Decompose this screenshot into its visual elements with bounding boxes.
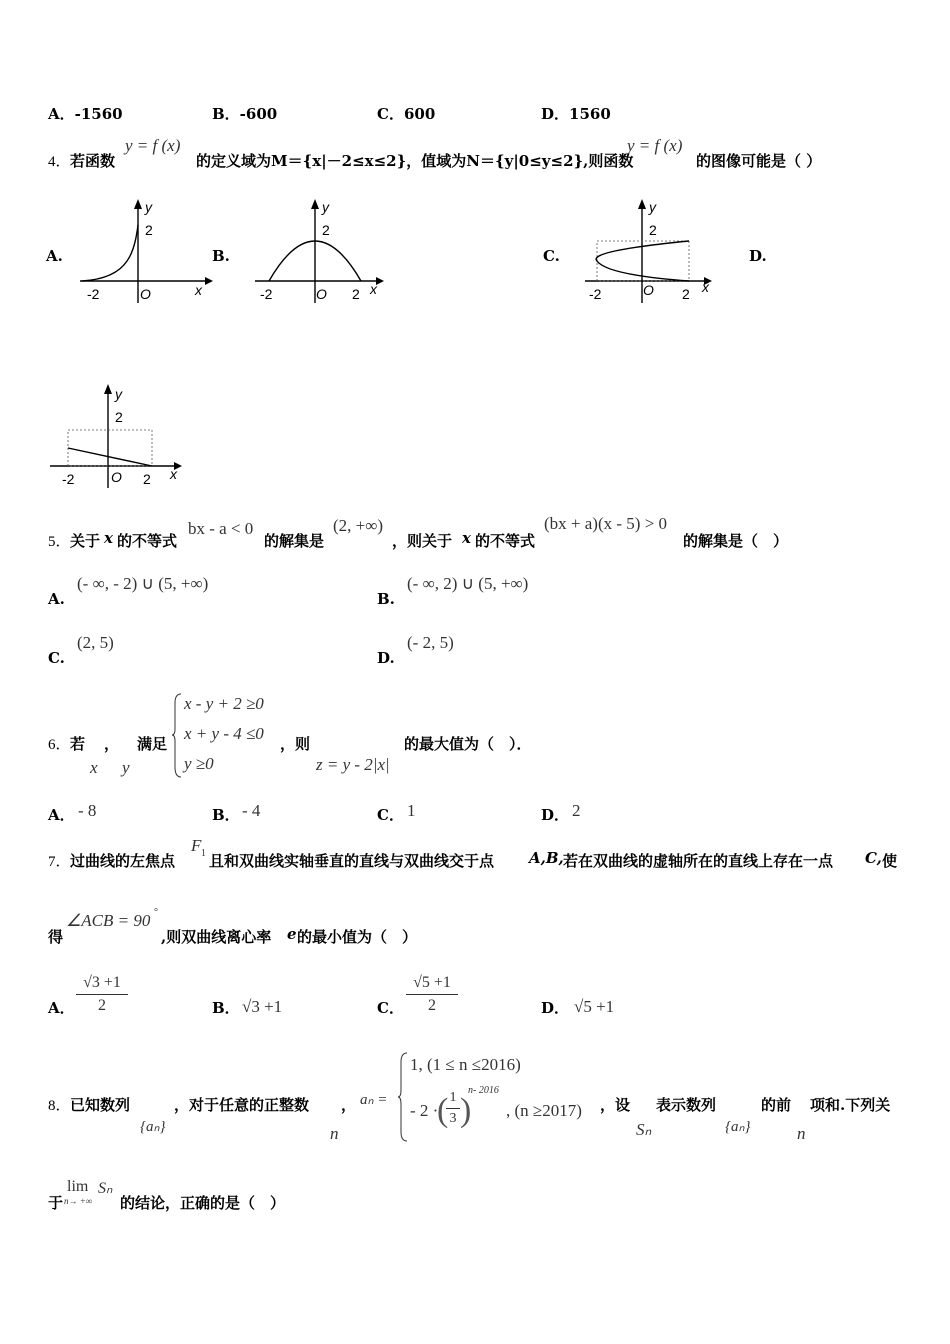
q8-case-2-fraction [446, 1090, 460, 1127]
q8-text-3: ， [341, 1096, 357, 1114]
q5-number: 5． [48, 534, 71, 550]
q7-angle: ∠ACB = 90 [66, 911, 151, 930]
q6-option-d-label: D． [541, 806, 570, 824]
q8-text-5: 表示数列 [656, 1096, 717, 1114]
q5-option-a-label: A. [48, 590, 65, 608]
q7-point-c: C, [865, 849, 882, 867]
q8-case-2-left-paren: ( [437, 1092, 449, 1129]
q8-text-7: 项和.下列关 [810, 1096, 891, 1114]
q6-text-4: ，则 [280, 735, 311, 753]
q5-option-b-label: B. [377, 590, 395, 608]
q6-text-5: 的最大值为（ ）． [404, 735, 532, 753]
graph-d-origin: O [111, 469, 122, 485]
graph-b-x-tick-neg2: -2 [260, 286, 273, 302]
q7-option-a-label: A． [48, 999, 75, 1017]
q5-inequality-2: (bx + a)(x - 5) > 0 [544, 514, 668, 533]
q5-var-x-2: x [462, 529, 471, 547]
q8-sequence-an-1: {aₙ} [140, 1119, 166, 1135]
graph-c-x-tick-neg2: -2 [589, 286, 602, 302]
graph-b-x-tick-2: 2 [352, 286, 360, 302]
q4-label-a: A. [46, 247, 63, 265]
q5-text-2: 的不等式 [117, 532, 178, 550]
q8-piecewise-brace [398, 1052, 408, 1142]
q8-case-1: 1, (1 ≤ n ≤2016) [410, 1055, 521, 1074]
q8-limit: lim [67, 1178, 89, 1195]
graph-d-line [68, 448, 152, 466]
q8-fraction-denominator: 3 [449, 1111, 457, 1126]
q5-option-c-label: C. [48, 649, 65, 667]
q6-option-c-label: C． [377, 806, 404, 824]
graph-c-x-tick-2: 2 [682, 286, 690, 302]
q5-var-x-1: x [104, 529, 113, 547]
graph-d-x-tick-2: 2 [143, 471, 151, 487]
graph-d [48, 380, 193, 495]
graph-a-origin: O [140, 286, 151, 302]
graph-b-y-arrow-icon [311, 199, 319, 209]
graph-b-x-label: x [370, 281, 377, 297]
q4-formula-2: y = f (x) [627, 136, 683, 155]
graph-b-origin: O [316, 286, 327, 302]
q8-text-6: 的前 [761, 1096, 792, 1114]
q7-option-c-numerator: √5 +1 [413, 974, 451, 991]
q6-option-b-value: - 4 [242, 801, 261, 820]
graph-c-origin: O [643, 282, 654, 298]
graph-d-x-label: x [170, 466, 177, 482]
q4-text-1: 若函数 [70, 152, 116, 170]
q3-option-b: B．-600 [212, 105, 278, 123]
graph-a-y-tick: 2 [145, 222, 153, 238]
graph-d-dashed-box [68, 430, 152, 466]
q8-limit-subscript: n→ +∞ [64, 1196, 93, 1206]
graph-a-x-label: x [195, 282, 202, 298]
q8-sequence-an-2: {aₙ} [725, 1119, 751, 1135]
q8-fraction-numerator: 1 [449, 1090, 457, 1105]
graph-d-x-tick-neg2: -2 [62, 471, 75, 487]
q6-option-c-value: 1 [407, 801, 416, 820]
q7-option-a-fraction [76, 974, 128, 1015]
q4-label-b: B. [212, 247, 230, 265]
q4-label-c: C. [543, 247, 560, 265]
q7-text-6: ,则双曲线离心率 [161, 928, 272, 946]
q8-var-n-2: n [797, 1124, 806, 1143]
q7-focus-f: F [191, 836, 202, 855]
q7-option-a-denominator: 2 [98, 997, 106, 1014]
q7-text-2: 且和双曲线实轴垂直的直线与双曲线交于点 [209, 852, 495, 870]
q8-var-n-1: n [330, 1124, 339, 1143]
q6-number: 6． [48, 737, 71, 753]
graph-a-y-label: y [145, 199, 152, 215]
q5-option-c-expr: (2, 5) [77, 633, 114, 652]
q5-text-1: 关于 [70, 532, 101, 550]
graph-b-x-arrow-icon [376, 277, 384, 285]
q8-text-8: 于 [48, 1194, 64, 1212]
q5-inequality-1: bx - a < 0 [188, 519, 254, 538]
q7-option-d-label: D． [541, 999, 570, 1017]
q5-text-4: ，则关于 [392, 532, 453, 550]
graph-b-y-label: y [322, 199, 329, 215]
q3-option-a: A．-1560 [48, 105, 123, 123]
q6-option-a-value: - 8 [78, 801, 97, 820]
q6-var-x: x [90, 758, 98, 777]
q4-text-3: 的图像可能是（ ） [696, 152, 822, 170]
q7-var-e: e [287, 925, 297, 943]
q8-sum-sn: Sₙ [636, 1120, 652, 1139]
q6-text-3: 满足 [137, 735, 168, 753]
q6-var-y: y [122, 758, 130, 777]
graph-a-x-arrow-icon [205, 277, 213, 285]
q7-text-1: 过曲线的左焦点 [70, 852, 176, 870]
q5-text-3: 的解集是 [264, 532, 325, 550]
q7-number: 7． [48, 854, 71, 870]
graph-a-y-arrow-icon [134, 199, 142, 209]
q6-option-b-label: B． [212, 806, 240, 824]
q7-points-ab: A,B, [529, 849, 564, 867]
q3-option-d: D．1560 [541, 105, 611, 123]
q4-number: 4． [48, 154, 71, 170]
q5-option-d-label: D. [377, 649, 395, 667]
q7-option-c-fraction [406, 974, 458, 1015]
graph-c-dashed-box [597, 241, 689, 281]
q6-text-1: 若 [70, 735, 86, 753]
q8-an-definition: aₙ = [360, 1092, 388, 1108]
q7-option-c-denominator: 2 [428, 997, 436, 1014]
graph-c [582, 195, 722, 310]
q5-text-5: 的不等式 [475, 532, 536, 550]
graph-c-y-tick: 2 [649, 222, 657, 238]
q8-text-2: ，对于任意的正整数 [174, 1096, 310, 1114]
q8-number: 8． [48, 1098, 71, 1114]
q6-system-brace [172, 693, 182, 778]
q7-option-b-label: B． [212, 999, 240, 1017]
graph-b [250, 195, 390, 310]
graph-c-y-label: y [649, 199, 656, 215]
q6-option-a-label: A． [48, 806, 75, 824]
q6-option-d-value: 2 [572, 801, 581, 820]
q7-text-4: 使 [882, 852, 898, 870]
q8-text-9: 的结论，正确的是（ ） [120, 1194, 286, 1212]
q3-option-c: C．600 [377, 105, 436, 123]
q6-text-2: ， [104, 735, 120, 753]
q7-option-c-label: C． [377, 999, 404, 1017]
q5-option-a-expr: (- ∞, - 2) ∪ (5, +∞) [77, 574, 209, 593]
graph-a [75, 195, 215, 310]
q6-constraint-3: y ≥0 [184, 754, 214, 773]
q8-text-1: 已知数列 [70, 1096, 131, 1114]
graph-a-x-tick-neg2: -2 [87, 286, 100, 302]
q7-option-d-expr: √5 +1 [574, 997, 615, 1016]
q7-focus-subscript: 1 [201, 848, 206, 859]
q7-option-b-expr: √3 +1 [242, 997, 283, 1016]
q7-text-3: 若在双曲线的虚轴所在的直线上存在一点 [563, 852, 834, 870]
q6-constraint-2: x + y - 4 ≤0 [184, 724, 264, 743]
q5-option-d-expr: (- 2, 5) [407, 633, 454, 652]
graph-a-curve [82, 225, 138, 281]
q8-text-4: ，设 [600, 1096, 631, 1114]
q7-text-7: 的最小值为（ ） [297, 928, 418, 946]
q4-label-d: D. [749, 247, 767, 265]
graph-d-y-tick: 2 [115, 409, 123, 425]
q8-case-2-exponent: n- 2016 [468, 1085, 499, 1096]
q6-objective: z = y - 2|x| [316, 755, 390, 774]
q5-option-b-expr: (- ∞, 2) ∪ (5, +∞) [407, 574, 529, 593]
q8-case-2-condition: , (n ≥2017) [506, 1101, 582, 1120]
graph-d-y-arrow-icon [104, 384, 112, 394]
q6-constraint-1: x - y + 2 ≥0 [184, 694, 264, 713]
q7-degree-mark: ° [154, 907, 158, 918]
q8-limit-sn: Sₙ [98, 1180, 113, 1197]
graph-b-y-tick: 2 [322, 222, 330, 238]
q4-formula-1: y = f (x) [125, 136, 181, 155]
q7-text-5: 得 [48, 928, 64, 946]
q5-solution-set: (2, +∞) [333, 516, 384, 535]
q7-option-a-numerator: √3 +1 [83, 974, 121, 991]
q8-case-2-coefficient: - 2 · [410, 1101, 439, 1120]
graph-c-x-label: x [702, 279, 709, 295]
q5-text-6: 的解集是（ ） [683, 532, 789, 550]
q4-text-2: 的定义域为M＝{x|－2≤x≤2}，值域为N＝{y|0≤y≤2},则函数 [196, 152, 634, 170]
q8-case-2-right-paren: ) [460, 1092, 472, 1129]
graph-c-y-arrow-icon [638, 199, 646, 209]
graph-d-y-label: y [115, 386, 122, 402]
